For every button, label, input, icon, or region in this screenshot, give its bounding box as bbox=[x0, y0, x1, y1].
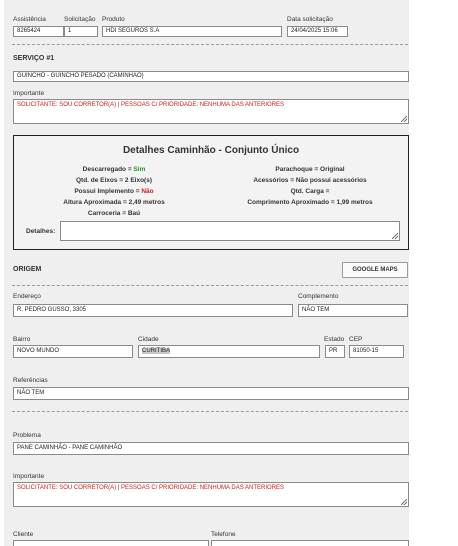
assistencia-field[interactable]: 8265424 bbox=[13, 26, 64, 37]
divider bbox=[12, 411, 408, 412]
origem-title: ORIGEM bbox=[13, 266, 42, 273]
truck-details-title: Detalhes Caminhão - Conjunto Único bbox=[122, 145, 300, 156]
solicitacao-field[interactable]: 1 bbox=[64, 26, 98, 37]
resize-grip-icon[interactable] bbox=[401, 116, 407, 122]
cidade-value: CURITIBA bbox=[142, 348, 171, 354]
spec-carroceria: Carroceria = Baú bbox=[87, 210, 141, 217]
assistencia-label: Assistência bbox=[13, 16, 46, 23]
problema-importante-textarea[interactable] bbox=[13, 482, 409, 507]
problema-importante-text: SOLICITANTE: SOU CORRETOR(A) | PESSOAS C/ PRIORIDADE: NENHUMA DAS ANTERIORES bbox=[17, 485, 285, 491]
importante-textarea[interactable] bbox=[13, 99, 409, 124]
truck-details-box bbox=[13, 135, 409, 250]
problema-field[interactable]: PANE CAMINHÃO - PANE CAMINHÃO bbox=[13, 442, 409, 455]
importante-label: Importante bbox=[13, 90, 45, 97]
cliente-field[interactable] bbox=[13, 540, 209, 546]
bairro-field[interactable]: NOVO MUNDO bbox=[13, 345, 133, 358]
resize-grip-icon[interactable] bbox=[401, 499, 407, 505]
spec-acessorios: Acessórios = Não possui acessórios bbox=[253, 177, 367, 184]
spec-descarregado: Descarregado = Sim bbox=[82, 166, 146, 173]
cep-label: CEP bbox=[349, 336, 363, 343]
complemento-label: Complemento bbox=[298, 293, 339, 300]
data-solicitacao-label: Data solicitação bbox=[287, 16, 333, 23]
data-solicitacao-field[interactable]: 24/04/2025 15:06 bbox=[287, 26, 348, 37]
detalhes-label: Detalhes: bbox=[26, 228, 56, 235]
divider bbox=[12, 44, 408, 45]
estado-label: Estado bbox=[324, 336, 345, 343]
cidade-label: Cidade bbox=[138, 336, 159, 343]
endereco-field[interactable]: R. PEDRO GUSSO, 3305 bbox=[13, 304, 293, 317]
telefone-label: Telefone bbox=[211, 531, 236, 538]
service-request-panel bbox=[4, 0, 409, 546]
bairro-label: Bairro bbox=[13, 336, 31, 343]
importante-text: SOLICITANTE: SOU CORRETOR(A) | PESSOAS C/ PRIORIDADE: NENHUMA DAS ANTERIORES bbox=[17, 102, 285, 108]
cliente-label: Cliente bbox=[13, 531, 34, 538]
divider bbox=[12, 285, 408, 286]
complemento-field[interactable]: NÃO TEM bbox=[298, 304, 408, 317]
produto-field[interactable]: HDI SEGUROS S.A bbox=[102, 26, 282, 37]
resize-grip-icon[interactable] bbox=[392, 233, 398, 239]
cep-field[interactable]: 81050-15 bbox=[349, 345, 404, 358]
spec-comprimento: Comprimento Aproximado = 1,99 metros bbox=[247, 199, 373, 206]
problema-label: Problema bbox=[13, 432, 41, 439]
spec-eixos: Qtd. de Eixos = 2 Eixo(s) bbox=[75, 177, 153, 184]
service-field[interactable]: GUINCHO - GUINCHO PESADO (CAMINHÃO) bbox=[13, 71, 409, 82]
estado-field[interactable]: PR bbox=[325, 345, 345, 358]
cidade-field[interactable] bbox=[138, 345, 320, 358]
google-maps-button[interactable]: GOOGLE MAPS bbox=[342, 262, 408, 278]
referencias-field[interactable]: NÃO TEM bbox=[13, 387, 409, 400]
solicitacao-label: Solicitação bbox=[64, 16, 96, 23]
spec-parachoque: Parachoque = Original bbox=[275, 166, 345, 173]
spec-carga: Qtd. Carga = bbox=[290, 188, 330, 195]
spec-altura: Altura Aproximada = 2,49 metros bbox=[63, 199, 165, 206]
spec-implemento: Possui Implemento = Não bbox=[74, 188, 154, 195]
telefone-field[interactable] bbox=[211, 540, 409, 546]
detalhes-textarea[interactable] bbox=[60, 221, 400, 241]
referencias-label: Referências bbox=[13, 377, 48, 384]
service-title: SERVIÇO #1 bbox=[13, 55, 55, 62]
endereco-label: Endereço bbox=[13, 293, 41, 300]
problema-importante-label: Importante bbox=[13, 473, 45, 480]
produto-label: Produto bbox=[102, 16, 125, 23]
